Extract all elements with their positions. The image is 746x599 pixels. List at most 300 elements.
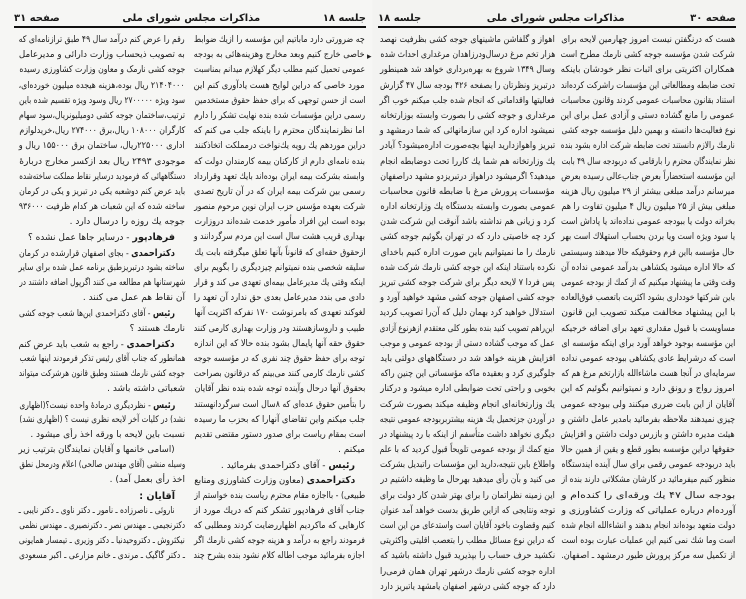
text-line <box>18 458 185 473</box>
line-text: بوده است این افراد مأمور خدمت شده‌اند دروزارت <box>194 217 365 228</box>
right-page <box>373 0 746 599</box>
line-text: موجودی ۲۴۹۳ ریال بعد ازکسر مخارج دربارهٔ <box>19 156 185 167</box>
line-text: ساخته شده که این شعبات هر کدام ظرفیت ۹۳۶۰۰۰ <box>19 202 185 213</box>
line-content <box>380 109 555 124</box>
line-text: کارهایی که ماکردیم اظهاررضایت کردند ومطلبی که <box>194 521 365 531</box>
text-line <box>379 352 555 367</box>
line-text: به تصویب ذیحساب وزارت دارائی و مدیرعامل <box>19 50 185 61</box>
text-line <box>560 306 735 321</box>
text-line <box>560 549 735 564</box>
line-content <box>561 549 735 564</box>
line-content <box>194 367 365 382</box>
text-line <box>18 443 185 458</box>
text-line <box>18 489 185 504</box>
text-line <box>193 398 365 413</box>
text-line <box>193 246 365 261</box>
line-content <box>194 352 365 367</box>
line-text: وسیله منشی (آقای مهندس صالحی) اعلام ودرمحل نطق <box>19 460 185 471</box>
line-content <box>561 246 735 261</box>
line-text: اداره جوجه کشی نارمك درشهر تهران همان فرمی‌را <box>380 566 555 577</box>
line-content <box>561 185 735 200</box>
text-line <box>193 94 365 109</box>
line-text: وقت وقتی ما پیشنهاد میکنیم که از کمك از بودجه عمومی <box>561 278 735 288</box>
line-content <box>380 504 555 519</box>
text-line <box>193 63 365 78</box>
line-text: دادی می بندد مدیرعامل بعدی حق ندارد آن تعهد را <box>194 293 365 304</box>
line-text: که دراین نوع مسائل مطلب را بتعصب اقلیتی واکثریتی <box>380 536 555 547</box>
text-line <box>18 291 185 306</box>
line-text: است وما شك نمی کنیم این عملیات عبارت بوده است <box>561 536 735 547</box>
line-text: رقم را عرض کنم درآمد سال ۴۹ طبق ترازنامه‌ای که <box>19 35 185 45</box>
text-line <box>379 565 555 580</box>
line-text: تبریز واهوازدارید اینها بچه‌صورت اداره‌میشود؟ آیادر <box>380 141 555 152</box>
text-line <box>18 200 185 215</box>
line-content <box>380 534 555 549</box>
line-content <box>83 291 185 306</box>
line-text: هست که درنگفتن نیست امروز چهارمین لایحه برای <box>561 35 735 45</box>
text-line <box>18 534 185 549</box>
line-content <box>19 139 185 154</box>
line-text: دولت متعهد بوده‌اند انجام بدهند و انشاءالله انجام شده <box>561 521 735 531</box>
text-line <box>379 33 555 48</box>
line-text: چه ضرورتی دارد ماباتیم این مؤسسه را ازیك ضوابط <box>194 35 365 45</box>
line-content <box>19 246 175 262</box>
line-content <box>28 230 175 246</box>
text-line <box>379 413 555 428</box>
text-line <box>379 549 555 564</box>
line-content <box>380 322 555 337</box>
text-line <box>193 48 365 63</box>
line-content <box>380 33 555 48</box>
line-text: حقوقها دراین مؤسسه بطور قطع و یقین از همین حالا <box>561 445 735 456</box>
text-line <box>193 33 365 48</box>
text-line <box>560 291 735 306</box>
text-line <box>18 246 185 261</box>
text-line <box>379 322 555 337</box>
text-line <box>193 79 365 94</box>
line-text: اهواز و گلفاشن ماشینهای جوجه کشی بظرفیت نهصد <box>380 35 555 45</box>
text-line <box>379 504 555 519</box>
text-line <box>18 48 185 63</box>
text-line <box>18 185 185 200</box>
text-line <box>18 94 185 109</box>
line-text: وابسته بشرکت بیمه ایران بوده‌اند بایك تعهد وقرارداد <box>194 171 365 182</box>
session-number: جلسه ۱۸ <box>322 12 366 24</box>
line-content <box>194 170 365 185</box>
text-line <box>379 382 555 397</box>
line-content <box>19 519 185 534</box>
text-line <box>193 428 365 443</box>
line-text: پس فردا ۷ لایحه دیگر برای شرکت جوجه کشی تبریز <box>380 278 555 288</box>
line-text: را بتأمین حقوق عده‌ای که ۸سال است سرگردانهستند <box>194 399 365 410</box>
line-content <box>194 473 355 489</box>
line-text: این زمینه نظراتمان را برای بهتر شدن کار دولت برای <box>380 490 555 501</box>
line-content <box>194 94 365 109</box>
line-content <box>19 124 185 139</box>
page-header <box>378 11 736 25</box>
line-content <box>194 139 365 154</box>
text-line <box>379 367 555 382</box>
line-text: این مؤسسه بوجود خواهد آورد برای اینکه مؤسسه ای <box>561 338 735 349</box>
text-line <box>379 398 555 413</box>
line-text: واطلاع باین نتیجه،دارید این مؤسسات راتبدیل بشرکت <box>380 460 555 471</box>
text-line <box>193 109 365 124</box>
line-text: نیکثروش ـ دکتروحیدنیا ـ دکتر وزیری ـ تیمسار همایونی <box>19 536 185 547</box>
line-text: هیئت مدیره داشتن و بازرس دولت داشتن و افزایش <box>561 429 735 440</box>
line-text: نکرده باستناد اینکه این جوجه کشی نارمك شرکت شده <box>380 262 555 273</box>
line-text: هزار تخم مرغ درسال‌ودرزاهدان مرغداری احداث شده <box>380 50 555 61</box>
line-text: باین شرکتها خودداری بشود اکثریت باتعصب فوق‌العاده <box>561 293 735 304</box>
line-content <box>70 215 185 230</box>
line-text: مرغداری و جوجه کشی را بصورت وابسته بوزارتخانه <box>380 110 555 121</box>
text-line <box>379 519 555 534</box>
line-content <box>19 185 185 200</box>
line-text: کرد چه خاصیتی دارد که در تهران بگوئیم جوجه کشی <box>380 232 555 243</box>
line-text: کنیم وقضاوت باخود آقایان است واستدعای من این است <box>380 521 555 531</box>
text-line <box>379 489 555 504</box>
text-line <box>379 185 555 200</box>
text-line <box>18 170 185 185</box>
line-text: جوجه کشی نارمک و معاون وزارت کشاورزی رسیده <box>19 65 185 76</box>
text-line <box>379 291 555 306</box>
line-text: دکترنجیمی ـ مهندس نصر ـ دکترنصیری ـ مهندس نظمی <box>19 521 185 531</box>
line-text: میرسانم درآمد مبلغی بیشتر از ۲۹ میلیون ریال هزینه <box>561 186 735 197</box>
line-text: عمومی بصورت وابسته بدستگاه یك وزارتخانه اداره <box>380 202 555 213</box>
text-column <box>560 33 735 565</box>
text-line <box>18 139 185 154</box>
line-text: باید دربودجه عمومی رقمی برای سال آینده ایندستگاه <box>561 460 735 471</box>
text-line <box>193 473 365 488</box>
line-text: همکاران اکثریتی برای اثبات نظر خودشان باینکه <box>561 65 735 76</box>
line-content <box>194 215 365 230</box>
text-line <box>560 489 735 504</box>
line-content <box>19 352 185 367</box>
text-line <box>193 306 365 321</box>
line-text: طبیعی) - بااجازه مقام محترم ریاست بنده خواستم از <box>194 490 365 501</box>
line-text: آقایان از این بابت ضرری میکنند ولی ببودجه عمومی <box>561 399 735 410</box>
line-content <box>380 306 555 321</box>
line-content <box>380 580 555 595</box>
line-text: طبیب و داروسازهستند ودر وزارت بهداری کارمی کنند <box>194 323 365 334</box>
text-line <box>379 48 555 63</box>
text-line <box>560 33 735 48</box>
line-text: وسال ۱۳۴۹ شروع به بهره‌برداری خواهد شد همینطور <box>380 65 555 76</box>
line-content <box>561 413 735 428</box>
text-line <box>560 170 735 185</box>
line-text: مورد خاصی که دراین لوایح هست یادآوری کنم این <box>194 80 365 91</box>
line-text: عمل که موجب گشاده دستی از بودجه عمومی و موجب <box>380 338 555 349</box>
line-text: دستگاههائی که فرمودید درسایر نقاط مملکت ساخته‌شده <box>19 171 185 182</box>
line-content <box>194 291 365 306</box>
text-line <box>193 549 365 564</box>
page-number: صفحه ۳۱ <box>14 12 60 24</box>
line-content <box>194 48 365 63</box>
line-content <box>380 382 555 397</box>
line-content <box>561 261 735 276</box>
line-content <box>380 549 555 564</box>
text-line <box>193 276 365 291</box>
line-content <box>561 170 735 185</box>
line-text: دیگری نخواهد داشت متأسفم از اینکه با رد پیشنهاد در <box>380 429 555 440</box>
line-content <box>194 428 365 443</box>
line-text: مؤسسات پرورش مرغ با ضابطه قانون محاسبات <box>380 186 555 197</box>
text-line <box>193 170 365 185</box>
line-text: فرمودند راجع به درآمد و هزینه جوجه کشی نارمك اگر <box>194 536 365 547</box>
text-line <box>379 109 555 124</box>
text-line <box>560 48 735 63</box>
text-line <box>560 124 735 139</box>
line-text: جلب میکنم واین تقاضای آنهارا که بحزب ما رسیده <box>194 414 365 425</box>
text-line <box>560 458 735 473</box>
line-text: جوجه کشی اصفهان جوجه کشی مشهد خواهید آورد و <box>380 293 555 304</box>
line-text: - آقای دکتراحمدی بفرمائید . <box>220 461 329 472</box>
line-text: اداری ۲۲۵۰۰۰ریال، ساختمان برق ۱۵۵۰۰۰ ریال و <box>19 141 185 152</box>
text-line <box>379 230 555 245</box>
line-text: نمیشود اداره کرد این سازمانهائی که شما درمشهد و <box>380 126 555 137</box>
line-content <box>194 185 365 200</box>
line-text: نارمك را ما نمیتوانیم باین صورت اداره کنیم باخدای <box>380 247 555 258</box>
text-line <box>193 458 365 473</box>
speaker-name: رئیس <box>152 399 175 411</box>
line-content <box>561 215 735 230</box>
line-content <box>561 428 735 443</box>
line-text: اما نظرنمایندگان محترم را باینکه جلب می کنم که <box>194 126 365 137</box>
line-text: شهرستانها هم مطالعه می کنند اگرپول اضافه داشتند در <box>19 278 185 288</box>
text-line <box>560 352 735 367</box>
text-line <box>379 215 555 230</box>
text-line <box>18 306 185 321</box>
line-text: منع کمك از بودجه عمومی تلویحاً قبول کردید که با علم <box>380 445 555 456</box>
line-text: نارمك هستند ؟ <box>129 323 185 334</box>
line-content <box>561 63 735 78</box>
line-text: بخوبی و راحتی تحت ضوابطی اداره میشود و درکنار <box>380 384 555 395</box>
line-text: عمومی تحمیل کنیم مطلب دیگر کهلازم میدانم بمناسبت <box>194 65 365 76</box>
line-content <box>561 79 735 94</box>
speaker-name: دکتراحمدی <box>306 475 355 487</box>
line-content <box>19 33 185 48</box>
text-line <box>193 215 365 230</box>
line-text: میکنم . <box>338 445 365 456</box>
text-line <box>379 458 555 473</box>
line-content <box>19 367 185 382</box>
text-line <box>193 443 365 458</box>
line-content <box>194 155 365 170</box>
line-content <box>561 443 735 458</box>
line-text: کشی نارمك کارمی کنند می‌بینم که درقانون بصراحت <box>194 369 365 380</box>
line-text: آورده‌ام درباره عملیاتی که وزارت کشاورزی و <box>561 505 735 516</box>
text-line <box>379 580 555 595</box>
line-text: در آوردن جزتحمیل یك هزینه بیشتربربودجه عمومی نتیجه <box>380 414 555 425</box>
line-content <box>561 367 735 382</box>
line-text: - آقای دکتراحمدی این‌ها شعب جوجه کشی <box>19 309 153 320</box>
line-content <box>380 215 555 230</box>
text-line <box>18 261 185 276</box>
line-content <box>561 473 735 488</box>
text-line <box>560 246 735 261</box>
text-line <box>193 519 365 534</box>
line-text: نظر نمایندگان محترم را بارقامی که دربودجه سال ۴۹ بابت <box>561 156 735 167</box>
text-line <box>560 519 735 534</box>
line-content <box>561 124 735 139</box>
line-content <box>19 458 185 473</box>
text-column <box>193 33 365 565</box>
line-content <box>221 458 355 474</box>
line-text: چیزی نمیدهند ملاحظه بفرمائید بامدیر عامل داشتن و <box>561 414 735 425</box>
line-content <box>194 504 365 519</box>
line-text: - نظردیگری درمادهٔ واحده نیست؟(اظهاری <box>19 400 153 411</box>
line-content <box>561 352 735 367</box>
line-text: شرکت شدن مؤسسه جوجه کشی نارمك مطرح است <box>561 50 735 61</box>
text-line <box>193 155 365 170</box>
text-line <box>193 489 365 504</box>
line-content <box>194 398 365 413</box>
text-line <box>560 185 735 200</box>
line-text: سود ویژه ۲۷۰۰۰۰۰ ریال وسود ویژه تقسیم شده باین <box>19 95 185 106</box>
line-text: منظور کنیم میفرمائید در کارشان مشکلاتی دارند بنده از <box>561 475 735 486</box>
text-line <box>193 367 365 382</box>
line-text: رسمی دراین مؤسسات شده بنده نهایت تشکر را دارم <box>194 110 365 121</box>
line-content <box>561 534 735 549</box>
text-line <box>379 200 555 215</box>
line-content <box>19 94 185 109</box>
text-line <box>18 352 185 367</box>
text-line <box>560 276 735 291</box>
text-line <box>193 185 365 200</box>
line-content <box>380 398 555 413</box>
line-content <box>561 458 735 473</box>
session-number: جلسه ۱۸ <box>378 12 422 24</box>
line-content <box>19 504 175 519</box>
line-content <box>561 504 735 519</box>
line-content <box>561 109 735 124</box>
line-text: افزایش هزینه خواهد شد در دستگاههای دولتی باید <box>380 353 555 364</box>
line-text: نوع فعالیت‌ها دانسته و بهمین دلیل مؤسسه جوجه کشی <box>561 126 735 137</box>
line-content <box>194 382 365 397</box>
line-content <box>19 48 185 63</box>
line-text: ۲۱۴۰۴۰۰۰ ریال بوده،هزینه هیجده میلیون خورده‌ای، <box>19 80 185 91</box>
line-text: سلیقه شخصی بنده نمیتوانم چیزدیگری را بگویم برای <box>194 262 365 273</box>
running-title: مذاکرات مجلس شورای ملی <box>486 12 625 24</box>
text-line <box>560 155 735 170</box>
line-content <box>19 200 185 215</box>
line-content <box>561 337 735 352</box>
line-text: شرکت بعهده مؤسس حزب ایران نوین مرحوم منصور <box>194 202 365 213</box>
text-line <box>18 33 185 48</box>
line-text: (معاون وزارت کشاورزی ومنابع <box>194 476 307 487</box>
text-line <box>193 200 365 215</box>
line-text: نکشید حرف حساب را بپذیرید قبول داشته باشید که <box>380 551 555 562</box>
line-text: از تکمیل سه مرکز پرورش طیور درمشهد ـ اصفهان. <box>561 551 735 562</box>
text-line <box>193 534 365 549</box>
text-line <box>193 504 365 519</box>
line-content <box>380 185 555 200</box>
line-content <box>19 306 175 322</box>
text-line <box>379 124 555 139</box>
line-content <box>561 398 735 413</box>
line-content <box>561 33 735 48</box>
line-content <box>561 200 735 215</box>
line-text: همانطور که جناب آقای رئیس تذکر فرمودند اینها شعب <box>19 353 185 364</box>
line-text: جناب آقای فرهادپور تشکر کنم که دریك مورد از <box>194 505 365 516</box>
line-text: جوجه کشی نارمك هستند وطبق قانون هرشرکت میتواند <box>19 369 185 380</box>
line-content <box>19 413 185 428</box>
text-line <box>18 276 185 291</box>
line-content <box>194 79 365 94</box>
line-content <box>194 489 365 504</box>
line-content <box>561 230 735 245</box>
line-content <box>380 413 555 428</box>
line-content <box>561 48 735 63</box>
line-content <box>194 124 365 139</box>
line-content <box>561 94 735 109</box>
text-line <box>560 473 735 488</box>
line-content <box>380 458 555 473</box>
page-number: صفحه ۳۰ <box>690 12 736 24</box>
line-text: دراین موردهم یك رویه یك‌نواخت درمملکت اتخاذکنند <box>194 141 365 152</box>
line-text: بحقوق آنها درحال وآینده توجه شده بنده نظر آقایان <box>194 384 365 395</box>
line-content <box>380 352 555 367</box>
line-text: استناد بقانون محاسبات عمومی کردند وقانون محاسبات <box>561 95 735 106</box>
line-text: - درسایر جاها عمل نشده ؟ <box>27 233 133 244</box>
speaker-name: رئیس <box>152 308 175 320</box>
line-text: ترتیب،ساختمان جوجه کشی دومیلیونریال،سود سهام <box>19 110 185 121</box>
line-content <box>30 428 185 443</box>
line-text: توجه برای حفظ حقوق چند نفری که در مؤسسه جوجه <box>194 353 365 364</box>
line-content <box>194 63 365 78</box>
line-text: نشد) در کلیات آخر لایحه نظری نیست ؟ (اظهاری نشد) <box>19 414 185 425</box>
line-content <box>19 261 185 276</box>
line-text: بودجه سال ۴۷ یك ورقه‌ای را کنده‌ام و <box>561 490 735 501</box>
line-text: با این پیشنهاد مخالفت میکند تصویب این قانون <box>561 308 735 319</box>
line-content <box>561 489 735 504</box>
line-text: (اسامی خانمها و آقایان نمایندگان بترتیب زیر <box>19 445 175 456</box>
line-content <box>380 565 555 580</box>
line-content <box>561 382 735 397</box>
text-column <box>379 33 555 595</box>
line-text: ساخته بشود درتبریزطبق برنامه عمل شده برای سایر <box>19 262 185 273</box>
text-line <box>193 230 365 245</box>
text-line <box>560 382 735 397</box>
line-text: تحت ضابطه ومطالعاتی این مؤسسات راشرکت کرده‌اند <box>561 80 735 91</box>
line-content <box>194 549 365 564</box>
line-content <box>561 276 735 291</box>
text-line <box>560 139 735 154</box>
text-line <box>560 413 735 428</box>
line-text: فعالیتها واقداماتی که انجام شده جلب میکنم خوب اگر <box>380 95 555 106</box>
line-text: توجه ونتایجی که ازاین طریق بدست خواهد آمد عنوان <box>380 505 555 516</box>
text-line <box>560 79 735 94</box>
line-text: ازحقوق حقه‌ای که قانوناً بآنها تعلق میگرفته بابت یك <box>194 247 365 258</box>
text-line <box>18 337 185 352</box>
text-line <box>193 261 365 276</box>
speaker-name: رئیس <box>328 460 355 472</box>
line-content <box>194 337 365 352</box>
line-content <box>561 306 735 321</box>
text-line <box>193 382 365 397</box>
text-line <box>18 367 185 382</box>
text-line <box>18 155 185 170</box>
line-text: است که درشرایط عادی یکشاهی ببودجه عمومی نداده <box>561 353 735 364</box>
line-text: حقوق حقه آنها پایمال بشود بنده حالا که این اندازه <box>194 338 365 349</box>
line-content <box>19 549 185 564</box>
line-content <box>194 261 365 276</box>
text-line <box>193 352 365 367</box>
line-content <box>561 519 735 534</box>
line-content <box>561 322 735 337</box>
speaker-name: آقایان : <box>139 490 175 502</box>
line-text: یك وزارتخانه هم شما یك کاررا تحت دوضابطه انجام <box>380 156 555 167</box>
line-content <box>380 489 555 504</box>
